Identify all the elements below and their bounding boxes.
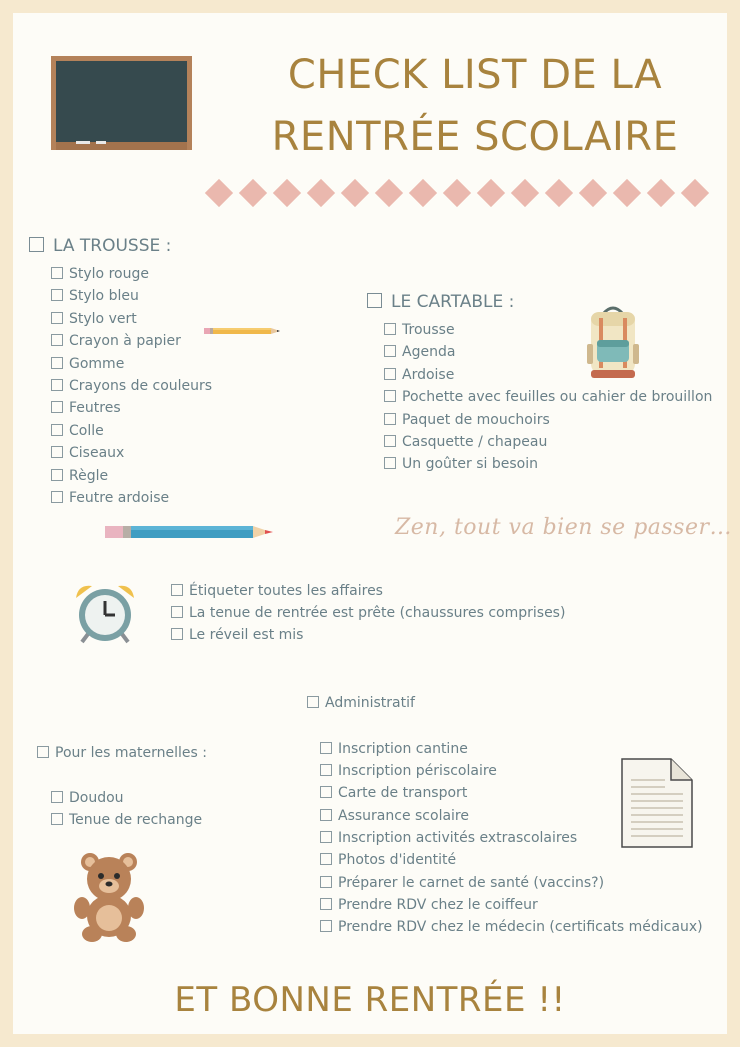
- checkbox[interactable]: [51, 357, 63, 369]
- trousse-item: Colle: [51, 423, 104, 439]
- trousse-item: Crayon à papier: [51, 333, 181, 349]
- cartable-item: Trousse: [384, 322, 455, 338]
- preparation-item: Étiqueter toutes les affaires: [171, 583, 383, 599]
- trousse-item: Feutre ardoise: [51, 490, 169, 506]
- administratif-item: Carte de transport: [320, 785, 467, 801]
- maternelles-item: Doudou: [51, 790, 124, 806]
- checkbox[interactable]: [384, 457, 396, 469]
- administratif-item: Inscription périscolaire: [320, 763, 497, 779]
- checkbox[interactable]: [320, 786, 332, 798]
- trousse-item: Règle: [51, 468, 108, 484]
- checkbox[interactable]: [320, 764, 332, 776]
- checkbox[interactable]: [29, 237, 44, 252]
- checkbox[interactable]: [51, 267, 63, 279]
- checkbox[interactable]: [384, 390, 396, 402]
- trousse-item: Gomme: [51, 356, 124, 372]
- checkbox[interactable]: [171, 606, 183, 618]
- checkbox[interactable]: [37, 746, 49, 758]
- administratif-item: Assurance scolaire: [320, 808, 469, 824]
- trousse-heading: LA TROUSSE :: [29, 236, 171, 256]
- checkbox[interactable]: [384, 368, 396, 380]
- administratif-item: Inscription cantine: [320, 741, 468, 757]
- trousse-item: Ciseaux: [51, 445, 124, 461]
- maternelles-item: Tenue de rechange: [51, 812, 202, 828]
- checkbox[interactable]: [51, 312, 63, 324]
- checkbox[interactable]: [171, 584, 183, 596]
- checkbox[interactable]: [384, 435, 396, 447]
- trousse-item: Stylo rouge: [51, 266, 149, 282]
- cartable-item: Pochette avec feuilles ou cahier de brouillon: [384, 389, 712, 405]
- administratif-item: Photos d'identité: [320, 852, 456, 868]
- preparation-item: La tenue de rentrée est prête (chaussures comprises): [171, 605, 565, 621]
- checkbox[interactable]: [51, 469, 63, 481]
- chalkboard-icon: [51, 56, 192, 150]
- checkbox[interactable]: [320, 898, 332, 910]
- cartable-item: Un goûter si besoin: [384, 456, 538, 472]
- cartable-item: Paquet de mouchoirs: [384, 412, 550, 428]
- trousse-item: Stylo vert: [51, 311, 137, 327]
- administratif-item: Inscription activités extrascolaires: [320, 830, 577, 846]
- zen-tagline: Zen, tout va bien se passer…: [395, 515, 733, 540]
- diamond-divider: [195, 178, 715, 212]
- pencil-icon: [204, 326, 282, 336]
- checkbox[interactable]: [51, 491, 63, 503]
- title-line-1: CHECK LIST DE LA: [287, 52, 663, 98]
- checkbox[interactable]: [384, 345, 396, 357]
- checkbox[interactable]: [367, 293, 382, 308]
- checkbox[interactable]: [51, 401, 63, 413]
- administratif-item: Prendre RDV chez le coiffeur: [320, 897, 538, 913]
- checkbox[interactable]: [384, 323, 396, 335]
- checkbox[interactable]: [51, 379, 63, 391]
- trousse-item: Crayons de couleurs: [51, 378, 212, 394]
- administratif-item: Préparer le carnet de santé (vaccins?): [320, 875, 604, 891]
- checkbox[interactable]: [320, 831, 332, 843]
- trousse-item: Stylo bleu: [51, 288, 139, 304]
- backpack-icon: [585, 304, 641, 380]
- alarm-clock-icon: [72, 582, 138, 644]
- checkbox[interactable]: [51, 813, 63, 825]
- teddy-bear-icon: [72, 852, 146, 942]
- trousse-item: Feutres: [51, 400, 121, 416]
- document-icon: [621, 758, 693, 848]
- checkbox[interactable]: [51, 334, 63, 346]
- checkbox[interactable]: [320, 809, 332, 821]
- cartable-heading: LE CARTABLE :: [367, 292, 514, 312]
- preparation-item: Le réveil est mis: [171, 627, 303, 643]
- cartable-item: Casquette / chapeau: [384, 434, 547, 450]
- checkbox[interactable]: [171, 628, 183, 640]
- cartable-item: Agenda: [384, 344, 455, 360]
- checkbox[interactable]: [51, 424, 63, 436]
- maternelles-heading: Pour les maternelles :: [37, 745, 207, 761]
- checkbox[interactable]: [320, 876, 332, 888]
- pencil-icon: [105, 524, 275, 540]
- cartable-item: Ardoise: [384, 367, 454, 383]
- checkbox[interactable]: [320, 742, 332, 754]
- checkbox[interactable]: [51, 289, 63, 301]
- checkbox[interactable]: [320, 853, 332, 865]
- checkbox[interactable]: [51, 791, 63, 803]
- title-line-2: RENTRÉE SCOLAIRE: [271, 114, 679, 160]
- closing-message: ET BONNE RENTRÉE !!: [174, 980, 566, 1020]
- checkbox[interactable]: [307, 696, 319, 708]
- administratif-item: Prendre RDV chez le médecin (certificats médicaux): [320, 919, 703, 935]
- administratif-heading: Administratif: [307, 695, 415, 711]
- checkbox[interactable]: [51, 446, 63, 458]
- checkbox[interactable]: [384, 413, 396, 425]
- checkbox[interactable]: [320, 920, 332, 932]
